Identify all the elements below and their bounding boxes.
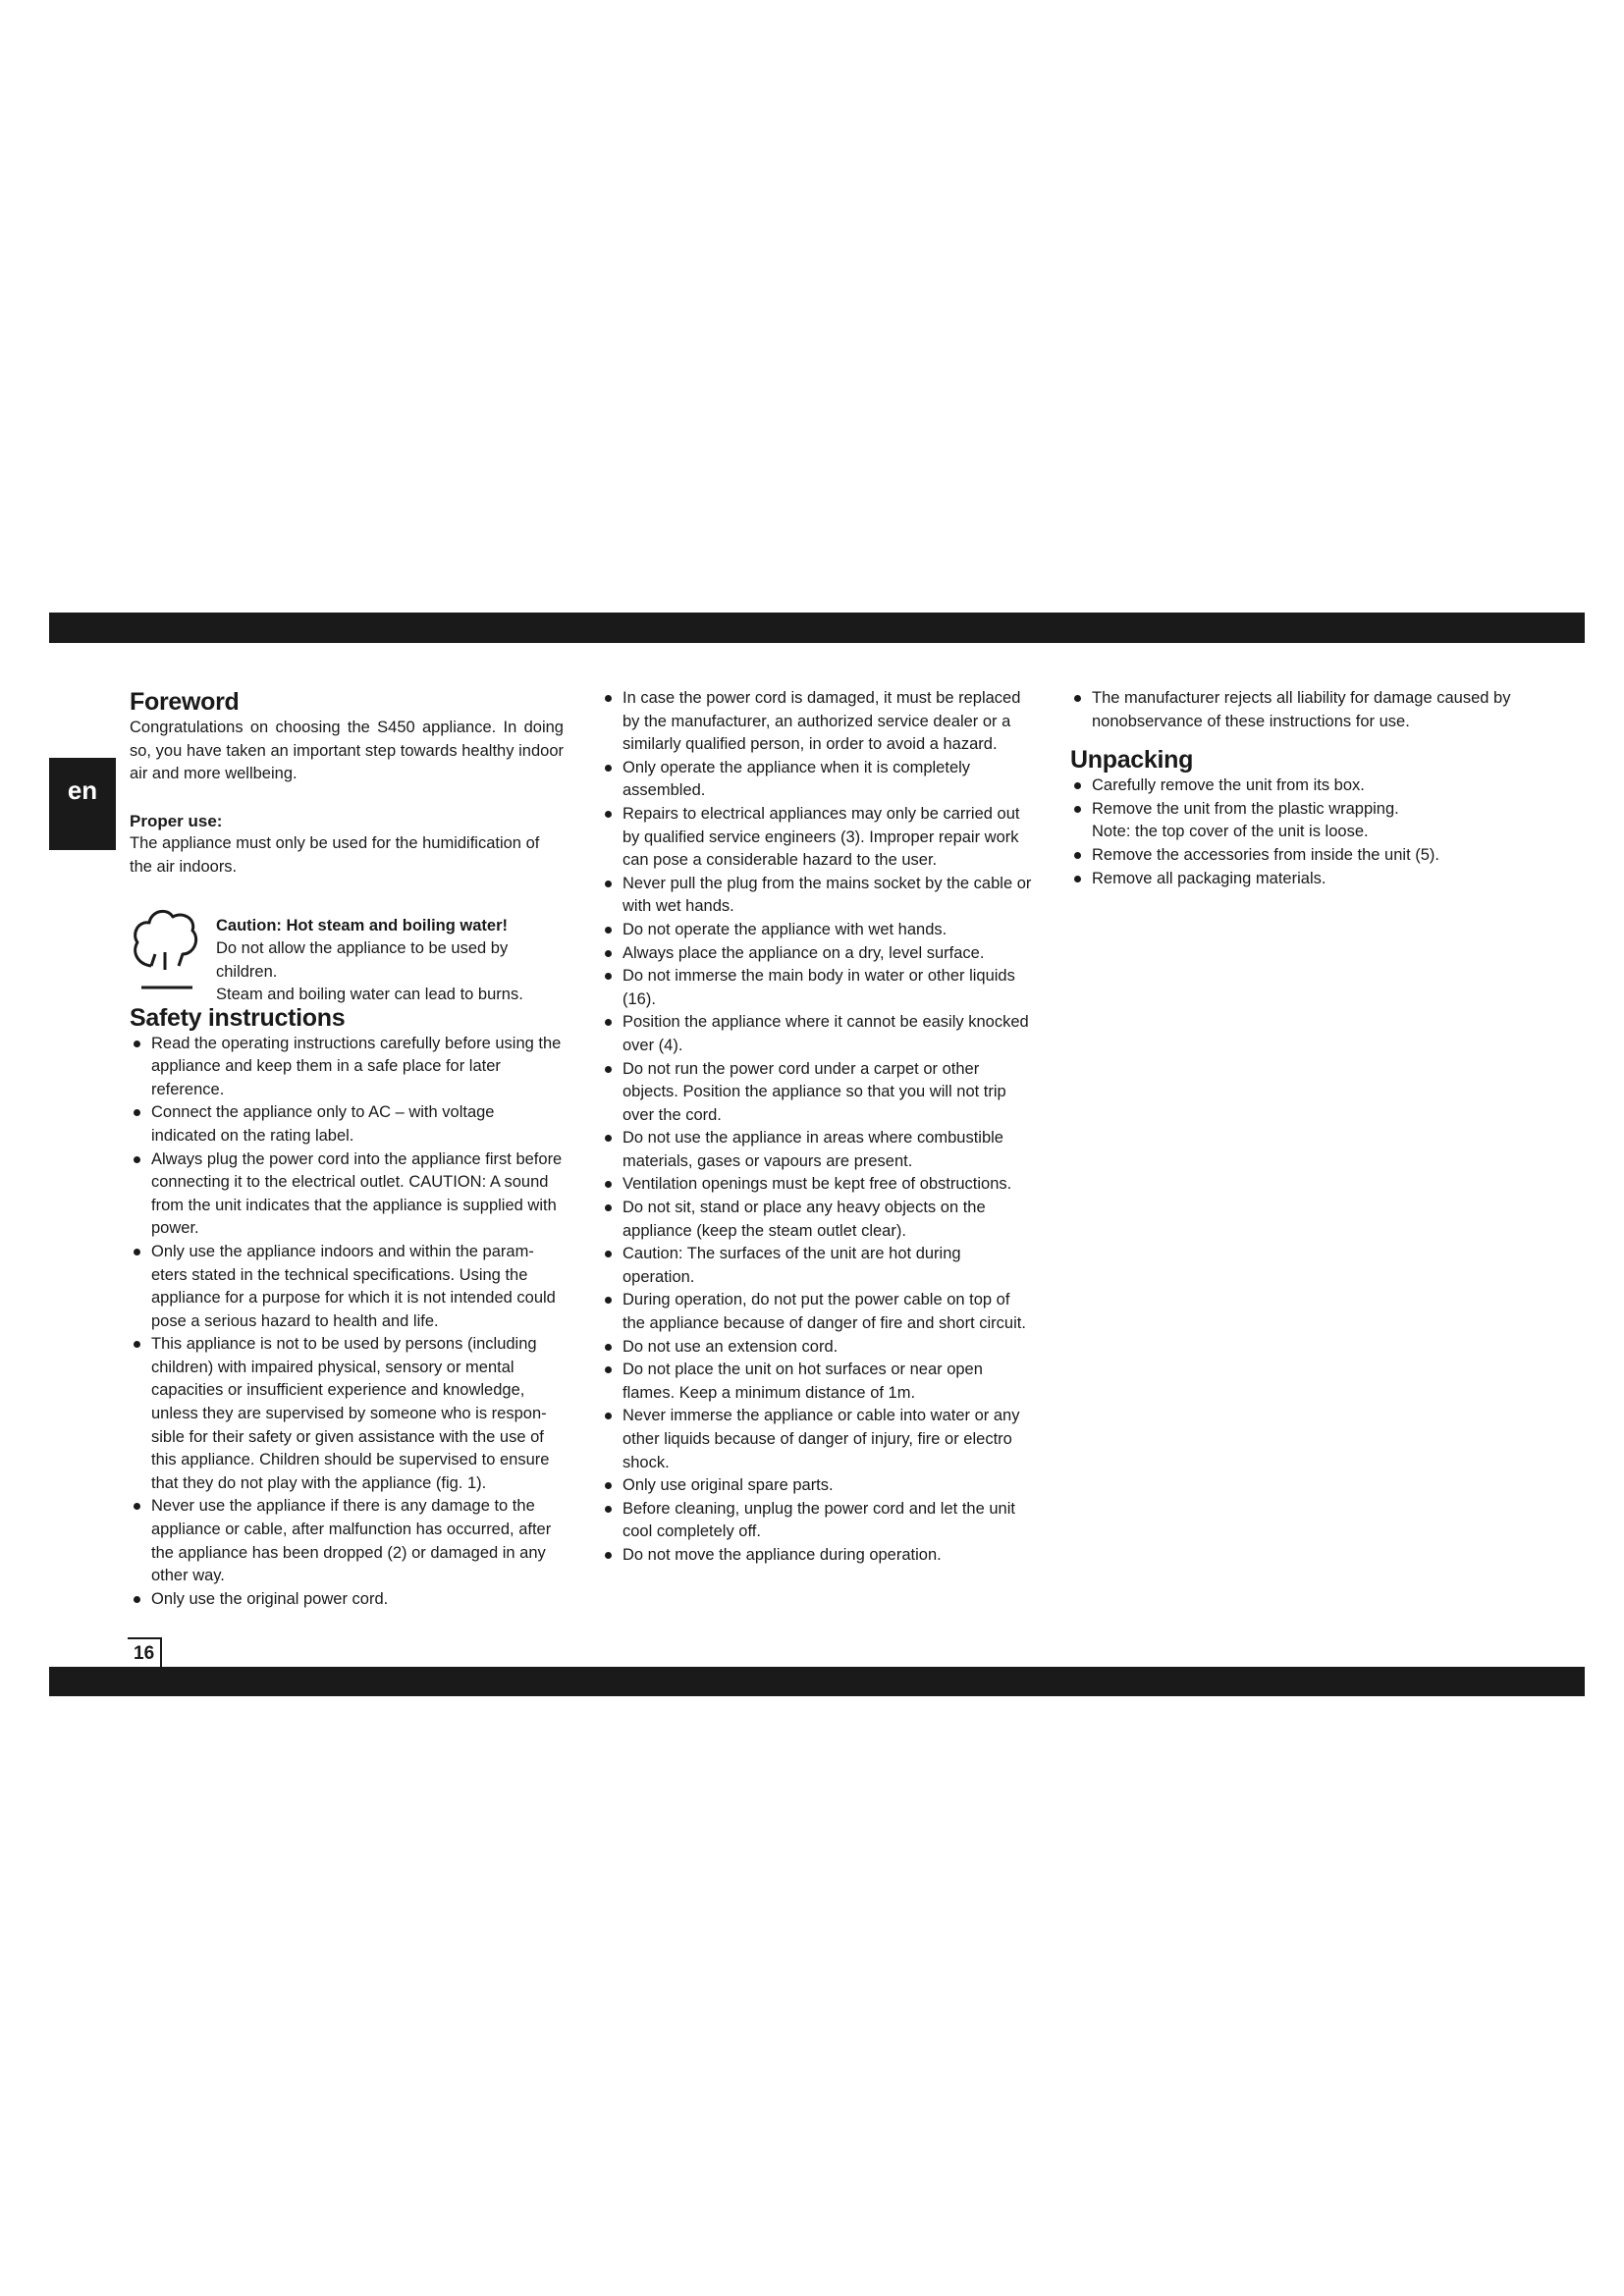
list-item: Never immerse the appliance or cable into water or any other liquids because of danger of injury, fire or electro shock. [601,1405,1035,1474]
caution-line-2: Steam and boiling water can lead to burns. [216,986,523,1004]
caution-title: Caution: Hot steam and boiling water! [216,916,509,934]
list-item: Do not use an extension cord. [601,1336,1035,1360]
unpacking-heading: Unpacking [1070,746,1194,774]
proper-use-text: The appliance must only be used for the humidification of the air indoors. [130,834,540,876]
list-item: Do not operate the appliance with wet hands. [601,919,1035,942]
safety-list-col1 [130,1033,564,1612]
list-item: Position the appliance where it cannot be easily knocked over (4). [601,1011,1035,1057]
list-item: Only operate the appliance when it is completely assembled. [601,757,1035,803]
list-item: Do not run the power cord under a carpet or other objects. Position the appliance so that you will not trip over the cord. [601,1058,1035,1128]
list-item: Carefully remove the unit from its box. [1070,774,1512,798]
list-item: Never pull the plug from the mains socket by the cable or with wet hands. [601,873,1035,919]
footer-bar [49,1667,1585,1696]
list-item: Do not move the appliance during operation. [601,1544,1035,1568]
proper-use-heading: Proper use: [130,811,223,830]
list-item: Only use original spare parts. [601,1474,1035,1498]
list-item: Only use the appliance indoors and within the param-eters stated in the technical specifications. Using the appliance for a purpose for which it is not intended could pose a serious hazard to health and life. [130,1241,564,1333]
list-item: Caution: The surfaces of the unit are hot during operation. [601,1243,1035,1289]
caution-line-1: Do not allow the appliance to be used by children. [216,939,509,981]
column-3 [1070,687,1512,890]
list-item: Remove all packaging materials. [1070,868,1512,891]
safety-list-col3 [1070,687,1512,733]
list-item: During operation, do not put the power cable on top of the appliance because of danger of fire and short circuit. [601,1289,1035,1335]
list-item: This appliance is not to be used by persons (including children) with impaired physical, sensory or mental capacities or insufficient experience and knowledge, unless they are supervised by someone who is respon-sible for their safety or given assistance with the use of this appliance. Children should be supervised to ensure that they do not play with the appliance (fig. 1). [130,1333,564,1495]
caution-box [130,903,564,1004]
unpacking-note: Note: the top cover of the unit is loose. [1092,823,1369,841]
list-item: Read the operating instructions carefully before using the appliance and keep them in a safe place for later reference. [130,1033,564,1102]
list-item: Always place the appliance on a dry, level surface. [601,942,1035,966]
caution-text [216,915,569,1007]
column-2 [601,687,1035,1568]
foreword-heading: Foreword [130,688,240,716]
list-item: Do not immerse the main body in water or other liquids (16). [601,965,1035,1011]
column-1 [130,687,564,1611]
list-item: Remove the accessories from inside the unit (5). [1070,844,1512,868]
list-item: In case the power cord is damaged, it must be replaced by the manufacturer, an authorized service dealer or a similarly qualified person, in order to avoid a hazard. [601,687,1035,757]
steam-warning-icon [130,903,200,991]
list-item: Do not place the unit on hot surfaces or near open flames. Keep a minimum distance of 1m. [601,1359,1035,1405]
unpacking-list [1070,774,1512,821]
list-item: Remove the unit from the plastic wrapping. [1070,798,1512,822]
list-item: Do not sit, stand or place any heavy objects on the appliance (keep the steam outlet clear). [601,1197,1035,1243]
safety-list-col2 [601,687,1035,1568]
list-item: Only use the original power cord. [130,1588,564,1612]
header-bar [49,613,1585,643]
list-item: Before cleaning, unplug the power cord and let the unit cool completely off. [601,1498,1035,1544]
list-item: Connect the appliance only to AC – with voltage indicated on the rating label. [130,1101,564,1148]
list-item: Never use the appliance if there is any damage to the appliance or cable, after malfunction has occurred, after the appliance has been dropped (2) or damaged in any other way. [130,1495,564,1587]
page-number: 16 [128,1637,162,1667]
list-item: Do not use the appliance in areas where combustible materials, gases or vapours are present. [601,1127,1035,1173]
list-item: Ventilation openings must be kept free of obstructions. [601,1173,1035,1197]
list-item: Always plug the power cord into the appliance first before connecting it to the electrical outlet. CAUTION: A sound from the unit indicates that the appliance is supplied with power. [130,1148,564,1241]
foreword-text: Congratulations on choosing the S450 appliance. In doing so, you have taken an important step towards healthy indoor air and more wellbeing. [130,719,564,783]
language-tab: en [49,758,116,850]
safety-heading: Safety instructions [130,1003,346,1032]
unpacking-list-continued [1070,844,1512,890]
list-item: Repairs to electrical appliances may only be carried out by qualified service engineers (3). Improper repair work can pose a considerable hazard to the user. [601,803,1035,873]
list-item: The manufacturer rejects all liability for damage caused by nonobservance of these instructions for use. [1070,687,1512,733]
